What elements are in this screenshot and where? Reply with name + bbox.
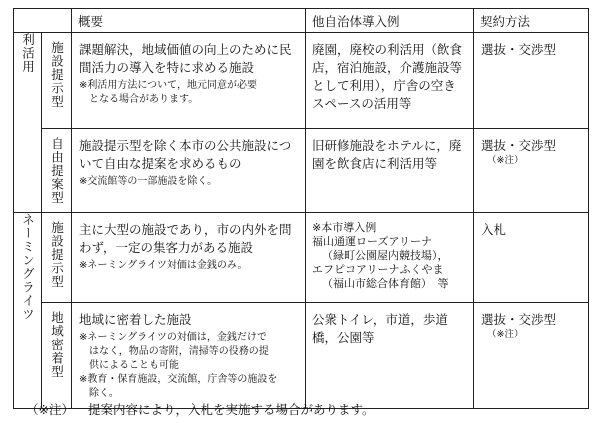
table-row [14,129,589,213]
overview-note [72,257,305,273]
method-cell [474,33,589,129]
overview-note [72,329,305,401]
examples-cell [306,33,474,129]
method-note: （※注） [487,329,524,340]
header-blank [14,9,72,33]
note-line: ※教育・保育施設，交流館，庁舎等の施設を [79,374,278,385]
header-contract: 契約方法 [474,9,589,33]
examples-cell [306,303,474,409]
method-label: 入札 [481,222,507,237]
note-line: 除く。 [89,388,119,399]
note-line: ※ネーミングライツ対価は金銭のみ。 [79,260,248,271]
footnote-text: 提案内容により，入札を実施する場合があります。 [87,402,375,417]
type-cell [42,33,72,129]
method-label: 選抜・交渉型 [481,138,557,153]
footnote [26,400,389,418]
type-cell [42,129,72,213]
examples-text: 廃園，廃校の利活用（飲食店，宿泊施設，介護施設等として利用），庁舎の空きスペースの活用等 [312,42,463,111]
header-overview: 概要 [72,9,306,33]
note-line: ※ネーミングライツの対価は，金銭だけで [79,332,267,343]
method-text [474,129,588,167]
type-label: 地域密着型 [49,311,65,379]
examples-cell [306,129,474,213]
method-cell [474,213,589,303]
examples-head: ※本市導入例 [312,221,377,234]
overview-text: 主に大型の施設であり，市の内外を問わず，一定の集客力がある施設 [79,222,292,255]
method-cell [474,303,589,409]
header-row [14,9,589,33]
example-line: （福山市総合体育館） 等 [322,277,449,290]
examples-text [306,213,473,291]
example-line: エフピコアリーナふくやま [312,263,444,276]
method-text [474,303,588,341]
overview-cell [72,33,306,129]
method-cell [474,129,589,213]
type-label: 施設提示型 [49,221,65,289]
note-line: ※利活用方法について，地元同意が必要 [79,80,257,91]
header-examples: 他自治体導入例 [306,9,474,33]
group-label-cell [14,213,42,409]
type-cell [42,303,72,409]
examples-text: 公衆トイレ，市道，歩道橋，公園等 [312,312,448,345]
note-line: となる場合があります。 [89,94,199,105]
overview-note [72,77,305,107]
type-label: 施設提示型 [49,41,65,109]
overview-text: 施設提示型を除く本市の公共施設について自由な提案を求めるもの [79,138,292,171]
method-label: 選抜・交渉型 [481,42,557,57]
method-note: （※注） [487,155,524,166]
overview-note [72,173,305,189]
group-label: ネーミングライツ [20,213,36,321]
method-text [474,213,588,239]
overview-cell [72,129,306,213]
type-label: 自由提案型 [49,137,65,205]
overview-text: 地域に密着した施設 [79,312,192,327]
table-row [14,213,589,303]
note-line: はなく，物品の寄附，清掃等の役務の提 [89,346,269,357]
examples-cell [306,213,474,303]
method-label: 選抜・交渉型 [481,312,557,327]
overview-text: 課題解決，地域価値の向上のために民間活力の導入を特に求める施設 [79,42,292,75]
table-row [14,303,589,409]
type-cell [42,213,72,303]
note-line: ※交流館等の一部施設を除く。 [79,176,218,187]
example-line: （緑町公園屋内競技場）， [322,249,449,262]
example-line: 福山通運ローズアリーナ [312,235,433,248]
table-row [14,33,589,129]
group-label: 利活用 [20,33,36,74]
footnote-marker: （※注） [26,402,74,417]
note-line: 供によることも可能 [89,360,179,371]
group-label-cell [14,33,42,213]
examples-text: 旧研修施設をホテルに，廃園を飲食店に利活用等 [312,138,462,171]
method-text [474,33,588,59]
overview-cell [72,213,306,303]
overview-cell [72,303,306,409]
scheme-table [13,8,589,409]
